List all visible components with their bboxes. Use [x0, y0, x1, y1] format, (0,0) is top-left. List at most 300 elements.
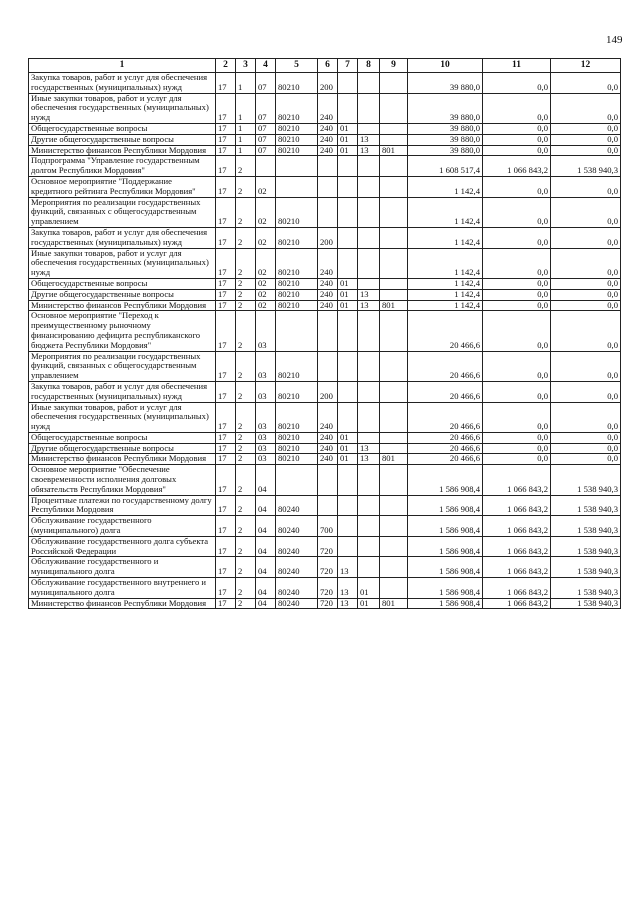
program-code: 2	[236, 289, 256, 300]
subprogram-code: 04	[256, 536, 276, 557]
target-code: 80210	[276, 248, 318, 278]
subprogram-code: 07	[256, 134, 276, 145]
ministry-num	[380, 197, 408, 227]
table-row	[29, 495, 621, 516]
row-name: Мероприятия по реализации государственных функций, связанных с общегосударственным управлением	[29, 351, 216, 381]
subsection-code	[358, 311, 380, 351]
row-name: Обслуживание государственного (муниципального) долга	[29, 516, 216, 537]
row-name: Обслуживание государственного и муниципального долга	[29, 557, 216, 578]
row-name: Основное мероприятие "Обеспечение своевременности исполнения долговых обязательств Республики Мордовия"	[29, 465, 216, 495]
table-row	[29, 289, 621, 300]
section-code	[338, 381, 358, 402]
target-code: 80240	[276, 578, 318, 599]
subsection-code: 13	[358, 289, 380, 300]
table-row	[29, 381, 621, 402]
ministry-code: 17	[216, 278, 236, 289]
amount-col10: 20 466,6	[408, 443, 483, 454]
subprogram-code: 07	[256, 145, 276, 156]
row-name: Основное мероприятие "Переход к преимущественному рыночному финансированию дефицита республиканского бюджета Республики Мордовия"	[29, 311, 216, 351]
amount-col10: 1 586 908,4	[408, 536, 483, 557]
amount-col10: 1 142,4	[408, 176, 483, 197]
ministry-num	[380, 557, 408, 578]
amount-col10: 39 880,0	[408, 73, 483, 94]
ministry-num	[380, 432, 408, 443]
column-header: 9	[380, 59, 408, 73]
target-code: 80210	[276, 145, 318, 156]
amount-col12: 0,0	[551, 351, 621, 381]
amount-col10: 39 880,0	[408, 134, 483, 145]
amount-col11: 0,0	[483, 351, 551, 381]
ministry-code: 17	[216, 145, 236, 156]
table-row	[29, 248, 621, 278]
expense-type: 240	[318, 289, 338, 300]
amount-col11: 0,0	[483, 402, 551, 432]
table-row	[29, 156, 621, 177]
row-name: Иные закупки товаров, работ и услуг для обеспечения государственных (муниципальных) нужд	[29, 248, 216, 278]
target-code: 80210	[276, 443, 318, 454]
ministry-num	[380, 402, 408, 432]
subprogram-code: 03	[256, 432, 276, 443]
ministry-code: 17	[216, 300, 236, 311]
subprogram-code: 02	[256, 300, 276, 311]
amount-col10: 1 142,4	[408, 300, 483, 311]
ministry-num	[380, 578, 408, 599]
amount-col10: 39 880,0	[408, 123, 483, 134]
program-code: 2	[236, 536, 256, 557]
amount-col12: 0,0	[551, 134, 621, 145]
program-code: 1	[236, 93, 256, 123]
subprogram-code: 02	[256, 289, 276, 300]
amount-col11: 1 066 843,2	[483, 536, 551, 557]
target-code: 80210	[276, 93, 318, 123]
row-name: Обслуживание государственного долга субъекта Российской Федерации	[29, 536, 216, 557]
column-header: 2	[216, 59, 236, 73]
amount-col12: 0,0	[551, 145, 621, 156]
row-name: Министерство финансов Республики Мордовия	[29, 300, 216, 311]
table-row	[29, 227, 621, 248]
amount-col12: 0,0	[551, 248, 621, 278]
subsection-code	[358, 278, 380, 289]
amount-col11: 0,0	[483, 454, 551, 465]
table-row	[29, 351, 621, 381]
column-header: 6	[318, 59, 338, 73]
table-row	[29, 197, 621, 227]
ministry-num: 801	[380, 598, 408, 609]
section-code: 01	[338, 454, 358, 465]
amount-col12: 1 538 940,3	[551, 578, 621, 599]
section-code: 01	[338, 278, 358, 289]
row-name: Мероприятия по реализации государственных функций, связанных с общегосударственным управлением	[29, 197, 216, 227]
subsection-code	[358, 381, 380, 402]
ministry-num	[380, 443, 408, 454]
ministry-code: 17	[216, 134, 236, 145]
expense-type: 720	[318, 536, 338, 557]
expense-type	[318, 465, 338, 495]
table-row	[29, 454, 621, 465]
target-code: 80210	[276, 278, 318, 289]
ministry-code: 17	[216, 381, 236, 402]
expense-type	[318, 311, 338, 351]
subsection-code	[358, 432, 380, 443]
subsection-code: 13	[358, 134, 380, 145]
amount-col12: 0,0	[551, 176, 621, 197]
subprogram-code: 02	[256, 278, 276, 289]
amount-col12: 0,0	[551, 289, 621, 300]
expense-type	[318, 351, 338, 381]
column-header: 8	[358, 59, 380, 73]
amount-col11: 0,0	[483, 134, 551, 145]
target-code: 80210	[276, 381, 318, 402]
target-code: 80210	[276, 123, 318, 134]
amount-col11: 0,0	[483, 311, 551, 351]
ministry-code: 17	[216, 557, 236, 578]
amount-col11: 1 066 843,2	[483, 156, 551, 177]
ministry-code: 17	[216, 578, 236, 599]
program-code: 1	[236, 73, 256, 94]
amount-col10: 1 142,4	[408, 289, 483, 300]
amount-col11: 0,0	[483, 176, 551, 197]
subsection-code	[358, 156, 380, 177]
expense-type: 240	[318, 93, 338, 123]
target-code: 80210	[276, 351, 318, 381]
program-code: 2	[236, 311, 256, 351]
expense-type: 700	[318, 516, 338, 537]
section-code	[338, 197, 358, 227]
ministry-num	[380, 516, 408, 537]
section-code	[338, 351, 358, 381]
amount-col11: 1 066 843,2	[483, 598, 551, 609]
table-row	[29, 557, 621, 578]
program-code: 2	[236, 248, 256, 278]
subsection-code	[358, 227, 380, 248]
target-code: 80240	[276, 536, 318, 557]
section-code: 13	[338, 578, 358, 599]
amount-col12: 0,0	[551, 197, 621, 227]
expense-type: 200	[318, 73, 338, 94]
expense-type	[318, 197, 338, 227]
amount-col11: 1 066 843,2	[483, 495, 551, 516]
ministry-num	[380, 123, 408, 134]
amount-col10: 20 466,6	[408, 432, 483, 443]
amount-col10: 20 466,6	[408, 402, 483, 432]
amount-col11: 0,0	[483, 123, 551, 134]
ministry-num	[380, 227, 408, 248]
column-header: 5	[276, 59, 318, 73]
subprogram-code: 04	[256, 495, 276, 516]
target-code: 80240	[276, 516, 318, 537]
subprogram-code: 07	[256, 93, 276, 123]
program-code: 2	[236, 516, 256, 537]
column-header: 12	[551, 59, 621, 73]
amount-col12: 0,0	[551, 381, 621, 402]
ministry-num: 801	[380, 300, 408, 311]
target-code	[276, 176, 318, 197]
amount-col11: 1 066 843,2	[483, 557, 551, 578]
column-header: 3	[236, 59, 256, 73]
section-code	[338, 176, 358, 197]
amount-col12: 1 538 940,3	[551, 557, 621, 578]
subsection-code: 13	[358, 300, 380, 311]
subsection-code: 13	[358, 145, 380, 156]
amount-col12: 0,0	[551, 402, 621, 432]
ministry-num	[380, 289, 408, 300]
amount-col10: 20 466,6	[408, 381, 483, 402]
amount-col11: 0,0	[483, 73, 551, 94]
amount-col12: 0,0	[551, 311, 621, 351]
amount-col11: 1 066 843,2	[483, 578, 551, 599]
table-row	[29, 134, 621, 145]
ministry-num: 801	[380, 145, 408, 156]
amount-col11: 0,0	[483, 443, 551, 454]
ministry-code: 17	[216, 123, 236, 134]
program-code: 2	[236, 402, 256, 432]
ministry-num	[380, 536, 408, 557]
amount-col10: 1 586 908,4	[408, 516, 483, 537]
amount-col12: 1 538 940,3	[551, 156, 621, 177]
table-row	[29, 176, 621, 197]
expense-type: 200	[318, 381, 338, 402]
program-code: 2	[236, 197, 256, 227]
subprogram-code: 03	[256, 454, 276, 465]
program-code: 2	[236, 443, 256, 454]
section-code: 01	[338, 443, 358, 454]
ministry-code: 17	[216, 598, 236, 609]
section-code	[338, 465, 358, 495]
program-code: 2	[236, 495, 256, 516]
amount-col12: 1 538 940,3	[551, 495, 621, 516]
amount-col12: 0,0	[551, 73, 621, 94]
expense-type: 240	[318, 454, 338, 465]
program-code: 2	[236, 227, 256, 248]
ministry-num	[380, 73, 408, 94]
subprogram-code: 02	[256, 248, 276, 278]
amount-col11: 1 066 843,2	[483, 516, 551, 537]
subprogram-code: 03	[256, 443, 276, 454]
program-code: 2	[236, 300, 256, 311]
subsection-code: 13	[358, 443, 380, 454]
amount-col10: 1 586 908,4	[408, 598, 483, 609]
subprogram-code: 07	[256, 123, 276, 134]
row-name: Другие общегосударственные вопросы	[29, 134, 216, 145]
expense-type: 240	[318, 432, 338, 443]
amount-col10: 1 142,4	[408, 248, 483, 278]
subprogram-code: 03	[256, 351, 276, 381]
target-code: 80210	[276, 134, 318, 145]
subprogram-code	[256, 156, 276, 177]
amount-col11: 0,0	[483, 197, 551, 227]
expense-type: 240	[318, 402, 338, 432]
amount-col12: 1 538 940,3	[551, 465, 621, 495]
expense-type: 240	[318, 248, 338, 278]
subprogram-code: 04	[256, 578, 276, 599]
expense-type: 240	[318, 134, 338, 145]
section-code	[338, 248, 358, 278]
table-row	[29, 145, 621, 156]
subsection-code: 13	[358, 454, 380, 465]
program-code: 2	[236, 156, 256, 177]
subsection-code	[358, 465, 380, 495]
section-code	[338, 495, 358, 516]
ministry-code: 17	[216, 495, 236, 516]
subsection-code	[358, 73, 380, 94]
section-code: 13	[338, 598, 358, 609]
section-code	[338, 516, 358, 537]
row-name: Подпрограмма "Управление государственным долгом Республики Мордовия"	[29, 156, 216, 177]
section-code	[338, 311, 358, 351]
ministry-code: 17	[216, 73, 236, 94]
row-name: Министерство финансов Республики Мордовия	[29, 145, 216, 156]
amount-col10: 1 142,4	[408, 197, 483, 227]
target-code: 80240	[276, 598, 318, 609]
amount-col12: 1 538 940,3	[551, 516, 621, 537]
amount-col10: 1 142,4	[408, 227, 483, 248]
subprogram-code: 07	[256, 73, 276, 94]
row-name: Закупка товаров, работ и услуг для обеспечения государственных (муниципальных) нужд	[29, 381, 216, 402]
subsection-code: 01	[358, 598, 380, 609]
target-code	[276, 156, 318, 177]
row-name: Иные закупки товаров, работ и услуг для обеспечения государственных (муниципальных) нужд	[29, 93, 216, 123]
program-code: 2	[236, 381, 256, 402]
amount-col10: 1 608 517,4	[408, 156, 483, 177]
table-row	[29, 402, 621, 432]
row-name: Общегосударственные вопросы	[29, 278, 216, 289]
row-name: Закупка товаров, работ и услуг для обеспечения государственных (муниципальных) нужд	[29, 73, 216, 94]
column-header: 4	[256, 59, 276, 73]
section-code: 01	[338, 134, 358, 145]
amount-col10: 1 586 908,4	[408, 578, 483, 599]
section-code: 01	[338, 289, 358, 300]
amount-col10: 39 880,0	[408, 93, 483, 123]
expense-type: 200	[318, 227, 338, 248]
amount-col10: 1 586 908,4	[408, 465, 483, 495]
expense-type: 720	[318, 557, 338, 578]
target-code: 80210	[276, 197, 318, 227]
program-code: 1	[236, 123, 256, 134]
section-code	[338, 227, 358, 248]
ministry-num	[380, 134, 408, 145]
target-code: 80210	[276, 432, 318, 443]
target-code: 80240	[276, 557, 318, 578]
table-row	[29, 598, 621, 609]
ministry-code: 17	[216, 227, 236, 248]
subsection-code	[358, 351, 380, 381]
program-code: 2	[236, 454, 256, 465]
expense-type: 720	[318, 598, 338, 609]
subsection-code	[358, 93, 380, 123]
section-code: 01	[338, 300, 358, 311]
budget-table	[28, 58, 621, 609]
program-code: 2	[236, 578, 256, 599]
amount-col12: 0,0	[551, 432, 621, 443]
target-code: 80210	[276, 289, 318, 300]
section-code	[338, 93, 358, 123]
expense-type: 240	[318, 278, 338, 289]
amount-col12: 0,0	[551, 123, 621, 134]
subprogram-code: 02	[256, 227, 276, 248]
column-header: 7	[338, 59, 358, 73]
subprogram-code: 02	[256, 176, 276, 197]
subprogram-code: 03	[256, 381, 276, 402]
table-row	[29, 123, 621, 134]
section-code: 01	[338, 123, 358, 134]
amount-col10: 1 586 908,4	[408, 557, 483, 578]
subprogram-code: 03	[256, 311, 276, 351]
ministry-code: 17	[216, 432, 236, 443]
program-code: 2	[236, 432, 256, 443]
amount-col10: 1 586 908,4	[408, 495, 483, 516]
column-header: 11	[483, 59, 551, 73]
subsection-code	[358, 176, 380, 197]
amount-col12: 1 538 940,3	[551, 536, 621, 557]
target-code: 80210	[276, 73, 318, 94]
amount-col12: 1 538 940,3	[551, 598, 621, 609]
program-code: 2	[236, 598, 256, 609]
amount-col10: 20 466,6	[408, 454, 483, 465]
amount-col10: 1 142,4	[408, 278, 483, 289]
ministry-code: 17	[216, 402, 236, 432]
amount-col12: 0,0	[551, 227, 621, 248]
amount-col11: 0,0	[483, 381, 551, 402]
amount-col11: 0,0	[483, 300, 551, 311]
amount-col11: 0,0	[483, 93, 551, 123]
ministry-code: 17	[216, 454, 236, 465]
table-body	[29, 73, 621, 609]
ministry-num: 801	[380, 454, 408, 465]
amount-col11: 0,0	[483, 227, 551, 248]
ministry-num	[380, 278, 408, 289]
expense-type	[318, 176, 338, 197]
program-code: 2	[236, 278, 256, 289]
ministry-num	[380, 495, 408, 516]
row-name: Министерство финансов Республики Мордовия	[29, 598, 216, 609]
row-name: Другие общегосударственные вопросы	[29, 443, 216, 454]
subsection-code	[358, 123, 380, 134]
section-code	[338, 536, 358, 557]
row-name: Обслуживание государственного внутреннего и муниципального долга	[29, 578, 216, 599]
column-header: 10	[408, 59, 483, 73]
subsection-code	[358, 495, 380, 516]
row-name: Общегосударственные вопросы	[29, 123, 216, 134]
ministry-num	[380, 93, 408, 123]
section-code	[338, 402, 358, 432]
expense-type: 240	[318, 145, 338, 156]
section-code: 01	[338, 145, 358, 156]
amount-col10: 39 880,0	[408, 145, 483, 156]
subprogram-code: 04	[256, 516, 276, 537]
amount-col12: 0,0	[551, 300, 621, 311]
amount-col10: 20 466,6	[408, 311, 483, 351]
ministry-num	[380, 311, 408, 351]
row-name: Другие общегосударственные вопросы	[29, 289, 216, 300]
section-code: 01	[338, 432, 358, 443]
section-code	[338, 156, 358, 177]
ministry-code: 17	[216, 465, 236, 495]
ministry-num	[380, 156, 408, 177]
expense-type: 240	[318, 300, 338, 311]
amount-col11: 0,0	[483, 432, 551, 443]
amount-col11: 1 066 843,2	[483, 465, 551, 495]
ministry-num	[380, 381, 408, 402]
ministry-code: 17	[216, 443, 236, 454]
table-row	[29, 578, 621, 599]
ministry-num	[380, 465, 408, 495]
table-row	[29, 300, 621, 311]
amount-col12: 0,0	[551, 454, 621, 465]
page-number: 149	[606, 34, 623, 46]
ministry-code: 17	[216, 248, 236, 278]
amount-col11: 0,0	[483, 145, 551, 156]
row-name: Основное мероприятие "Поддержание кредитного рейтинга Республики Мордовия"	[29, 176, 216, 197]
